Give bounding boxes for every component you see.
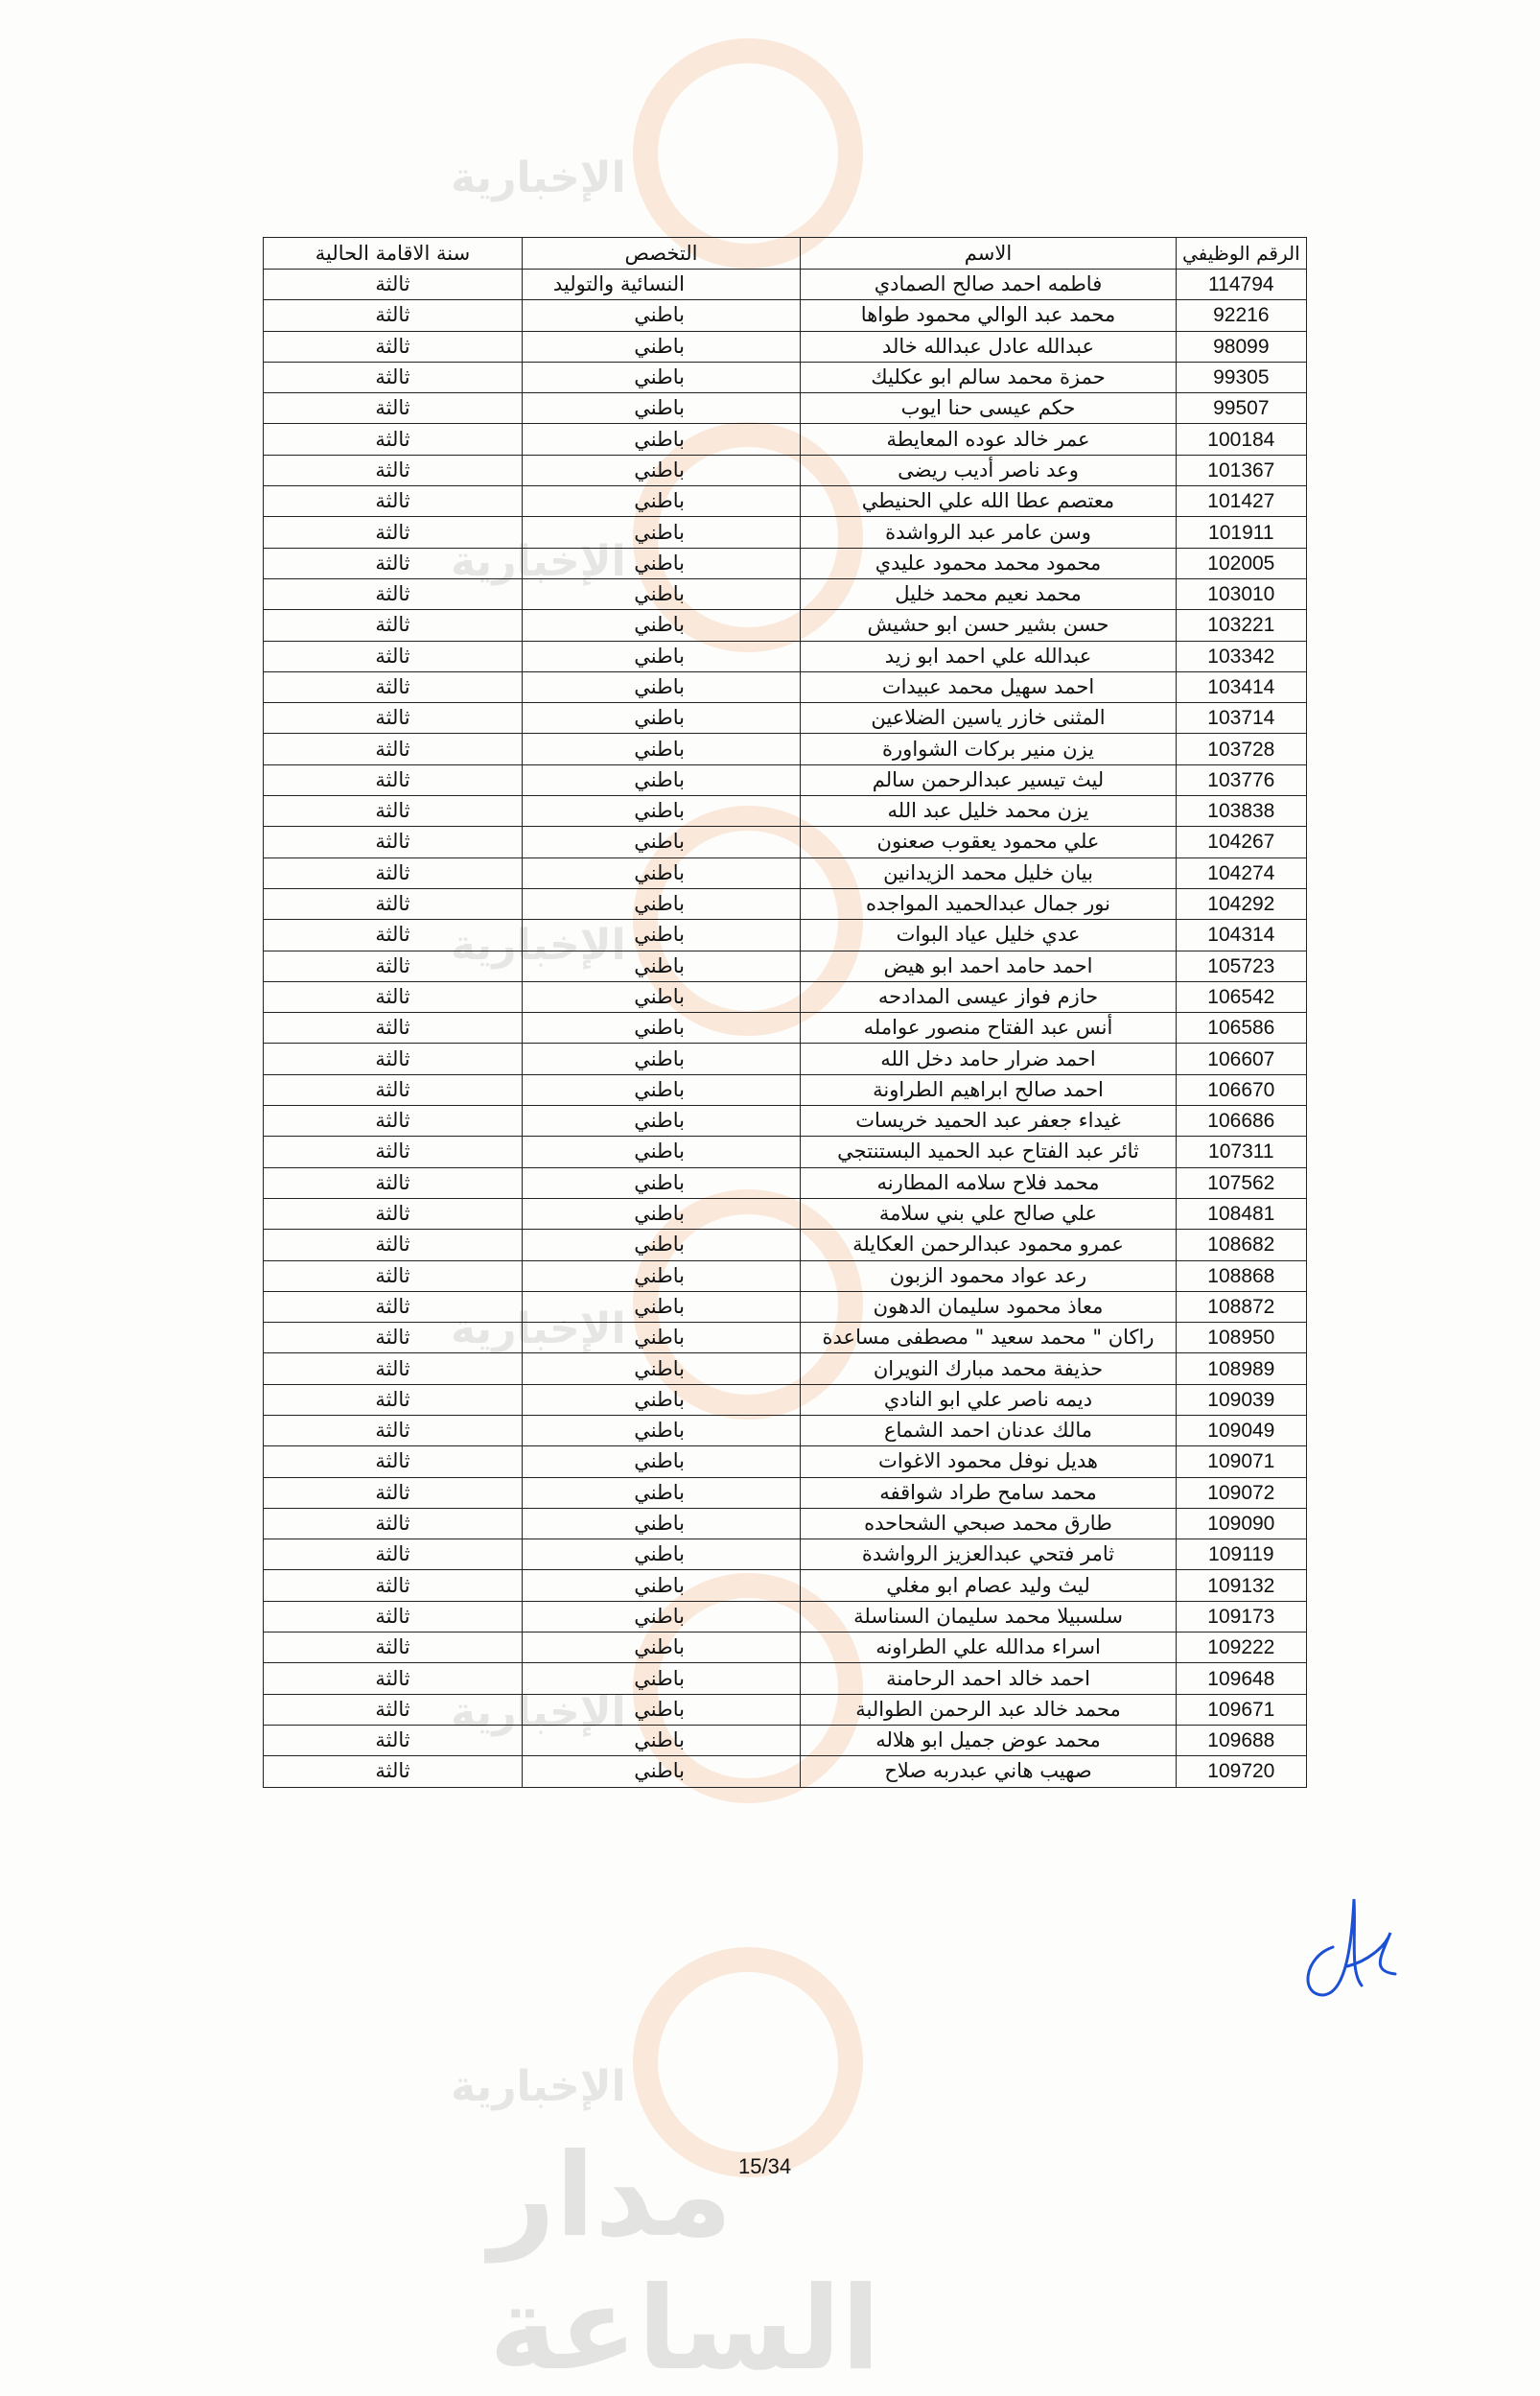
cell-specialty: باطني bbox=[523, 920, 801, 951]
cell-specialty: النسائية والتوليد bbox=[523, 270, 801, 300]
cell-name: احمد خالد احمد الرحامنة bbox=[801, 1663, 1177, 1694]
cell-specialty: باطني bbox=[523, 1013, 801, 1044]
cell-year: ثالثة bbox=[264, 1044, 523, 1074]
cell-id: 103838 bbox=[1177, 796, 1307, 827]
cell-year: ثالثة bbox=[264, 1477, 523, 1508]
cell-specialty: باطني bbox=[523, 1353, 801, 1384]
cell-year: ثالثة bbox=[264, 1508, 523, 1539]
cell-name: معتصم عطا الله علي الحنيطي bbox=[801, 486, 1177, 517]
header-specialty: التخصص bbox=[523, 238, 801, 270]
cell-name: حذيفة محمد مبارك النويران bbox=[801, 1353, 1177, 1384]
cell-year: ثالثة bbox=[264, 300, 523, 331]
cell-id: 106586 bbox=[1177, 1013, 1307, 1044]
page-number: 15/34 bbox=[738, 2154, 792, 2178]
cell-name: حكم عيسى حنا ايوب bbox=[801, 393, 1177, 424]
table-row bbox=[264, 1230, 1307, 1260]
cell-name: حازم فواز عيسى المدادحه bbox=[801, 981, 1177, 1012]
watermark-text: الإخبارية bbox=[451, 1688, 626, 1737]
cell-id: 101367 bbox=[1177, 455, 1307, 485]
cell-specialty: باطني bbox=[523, 486, 801, 517]
cell-specialty: باطني bbox=[523, 331, 801, 362]
cell-name: علي صالح علي بني سلامة bbox=[801, 1198, 1177, 1229]
table-row bbox=[264, 1415, 1307, 1445]
cell-specialty: باطني bbox=[523, 1601, 801, 1632]
table-row bbox=[264, 393, 1307, 424]
cell-name: حسن بشير حسن ابو حشيش bbox=[801, 610, 1177, 641]
table-row bbox=[264, 1044, 1307, 1074]
cell-id: 100184 bbox=[1177, 424, 1307, 455]
table-row bbox=[264, 1477, 1307, 1508]
cell-id: 103221 bbox=[1177, 610, 1307, 641]
watermark-text: الإخبارية bbox=[451, 1304, 626, 1353]
table-row bbox=[264, 331, 1307, 362]
cell-specialty: باطني bbox=[523, 548, 801, 578]
table-row bbox=[264, 920, 1307, 951]
cell-id: 103342 bbox=[1177, 641, 1307, 671]
cell-specialty: باطني bbox=[523, 1694, 801, 1725]
cell-specialty: باطني bbox=[523, 796, 801, 827]
cell-name: فاطمه احمد صالح الصمادي bbox=[801, 270, 1177, 300]
table-row bbox=[264, 486, 1307, 517]
cell-name: طارق محمد صبحي الشحاحده bbox=[801, 1508, 1177, 1539]
cell-year: ثالثة bbox=[264, 1260, 523, 1291]
cell-name: محمد خالد عبد الرحمن الطوالبة bbox=[801, 1694, 1177, 1725]
table-row bbox=[264, 857, 1307, 888]
cell-specialty: باطني bbox=[523, 827, 801, 857]
watermark-text: الإخبارية bbox=[451, 921, 626, 970]
table-row bbox=[264, 517, 1307, 548]
cell-specialty: باطني bbox=[523, 455, 801, 485]
cell-name: محمد نعيم محمد خليل bbox=[801, 578, 1177, 609]
cell-specialty: باطني bbox=[523, 1106, 801, 1137]
cell-specialty: باطني bbox=[523, 1633, 801, 1663]
cell-name: اسراء مدالله علي الطراونه bbox=[801, 1633, 1177, 1663]
cell-specialty: باطني bbox=[523, 641, 801, 671]
cell-name: علي محمود يعقوب صعنون bbox=[801, 827, 1177, 857]
cell-name: عمرو محمود عبدالرحمن العكايلة bbox=[801, 1230, 1177, 1260]
cell-specialty: باطني bbox=[523, 1756, 801, 1787]
cell-year: ثالثة bbox=[264, 1167, 523, 1198]
cell-year: ثالثة bbox=[264, 1291, 523, 1322]
cell-id: 108682 bbox=[1177, 1230, 1307, 1260]
table-row bbox=[264, 1384, 1307, 1415]
cell-specialty: باطني bbox=[523, 1291, 801, 1322]
cell-id: 109173 bbox=[1177, 1601, 1307, 1632]
table-row bbox=[264, 1694, 1307, 1725]
table-row bbox=[264, 455, 1307, 485]
cell-specialty: باطني bbox=[523, 1230, 801, 1260]
cell-year: ثالثة bbox=[264, 424, 523, 455]
cell-id: 107562 bbox=[1177, 1167, 1307, 1198]
cell-year: ثالثة bbox=[264, 671, 523, 702]
cell-id: 108868 bbox=[1177, 1260, 1307, 1291]
cell-year: ثالثة bbox=[264, 641, 523, 671]
cell-name: مالك عدنان احمد الشماع bbox=[801, 1415, 1177, 1445]
cell-specialty: باطني bbox=[523, 857, 801, 888]
header-id: الرقم الوظيفي bbox=[1177, 238, 1307, 270]
table-row bbox=[264, 1663, 1307, 1694]
table-row bbox=[264, 951, 1307, 981]
residents-table bbox=[263, 237, 1307, 1788]
cell-id: 109688 bbox=[1177, 1725, 1307, 1755]
signature-mark bbox=[1295, 1880, 1400, 2005]
cell-id: 109132 bbox=[1177, 1570, 1307, 1601]
table-row bbox=[264, 1353, 1307, 1384]
cell-name: وسن عامر عبد الرواشدة bbox=[801, 517, 1177, 548]
cell-name: محمد فلاح سلامه المطارنه bbox=[801, 1167, 1177, 1198]
cell-specialty: باطني bbox=[523, 764, 801, 795]
table-row bbox=[264, 424, 1307, 455]
cell-year: ثالثة bbox=[264, 1633, 523, 1663]
table-row bbox=[264, 1601, 1307, 1632]
cell-year: ثالثة bbox=[264, 1415, 523, 1445]
cell-specialty: باطني bbox=[523, 1446, 801, 1477]
table-row bbox=[264, 1198, 1307, 1229]
cell-name: غيداء جعفر عبد الحميد خريسات bbox=[801, 1106, 1177, 1137]
table-row bbox=[264, 270, 1307, 300]
cell-name: أنس عبد الفتاح منصور عوامله bbox=[801, 1013, 1177, 1044]
cell-id: 101911 bbox=[1177, 517, 1307, 548]
table-row bbox=[264, 1167, 1307, 1198]
cell-name: ليث وليد عصام ابو مغلي bbox=[801, 1570, 1177, 1601]
cell-name: حمزة محمد سالم ابو عكليك bbox=[801, 362, 1177, 392]
table-row bbox=[264, 1446, 1307, 1477]
watermark bbox=[451, 1947, 949, 2396]
cell-specialty: باطني bbox=[523, 1167, 801, 1198]
cell-name: محمود محمد محمود عليدي bbox=[801, 548, 1177, 578]
cell-specialty: باطني bbox=[523, 1137, 801, 1167]
cell-year: ثالثة bbox=[264, 1323, 523, 1353]
cell-year: ثالثة bbox=[264, 486, 523, 517]
cell-name: احمد حامد احمد ابو هيض bbox=[801, 951, 1177, 981]
cell-id: 114794 bbox=[1177, 270, 1307, 300]
watermark-clock-icon bbox=[633, 38, 863, 269]
table-row bbox=[264, 362, 1307, 392]
cell-specialty: باطني bbox=[523, 578, 801, 609]
cell-year: ثالثة bbox=[264, 1353, 523, 1384]
cell-year: ثالثة bbox=[264, 857, 523, 888]
cell-year: ثالثة bbox=[264, 734, 523, 764]
table-row bbox=[264, 1323, 1307, 1353]
cell-id: 92216 bbox=[1177, 300, 1307, 331]
cell-name: ثائر عبد الفتاح عبد الحميد البستنتجي bbox=[801, 1137, 1177, 1167]
cell-id: 109072 bbox=[1177, 1477, 1307, 1508]
table-row bbox=[264, 1570, 1307, 1601]
header-year: سنة الاقامة الحالية bbox=[264, 238, 523, 270]
cell-name: محمد سامح طراد شواقفه bbox=[801, 1477, 1177, 1508]
cell-specialty: باطني bbox=[523, 1570, 801, 1601]
cell-id: 109671 bbox=[1177, 1694, 1307, 1725]
cell-specialty: باطني bbox=[523, 888, 801, 919]
cell-specialty: باطني bbox=[523, 671, 801, 702]
cell-name: سلسبيلا محمد سليمان السناسلة bbox=[801, 1601, 1177, 1632]
cell-specialty: باطني bbox=[523, 1074, 801, 1105]
table-row bbox=[264, 1756, 1307, 1787]
cell-name: ثامر فتحي عبدالعزيز الرواشدة bbox=[801, 1539, 1177, 1570]
cell-id: 104274 bbox=[1177, 857, 1307, 888]
cell-specialty: باطني bbox=[523, 1663, 801, 1694]
cell-id: 106542 bbox=[1177, 981, 1307, 1012]
table-row bbox=[264, 796, 1307, 827]
cell-name: عبدالله علي احمد ابو زيد bbox=[801, 641, 1177, 671]
cell-specialty: باطني bbox=[523, 1477, 801, 1508]
cell-id: 101427 bbox=[1177, 486, 1307, 517]
cell-id: 109222 bbox=[1177, 1633, 1307, 1663]
cell-name: نور جمال عبدالحميد المواجده bbox=[801, 888, 1177, 919]
cell-year: ثالثة bbox=[264, 1230, 523, 1260]
cell-specialty: باطني bbox=[523, 610, 801, 641]
cell-specialty: باطني bbox=[523, 300, 801, 331]
cell-specialty: باطني bbox=[523, 393, 801, 424]
cell-year: ثالثة bbox=[264, 393, 523, 424]
cell-id: 103714 bbox=[1177, 703, 1307, 734]
cell-year: ثالثة bbox=[264, 920, 523, 951]
cell-year: ثالثة bbox=[264, 455, 523, 485]
cell-year: ثالثة bbox=[264, 764, 523, 795]
cell-year: ثالثة bbox=[264, 1756, 523, 1787]
cell-id: 109648 bbox=[1177, 1663, 1307, 1694]
cell-id: 109720 bbox=[1177, 1756, 1307, 1787]
cell-name: صهيب هاني عبدربه صلاح bbox=[801, 1756, 1177, 1787]
table-row bbox=[264, 1260, 1307, 1291]
cell-name: راكان " محمد سعيد " مصطفى مساعدة bbox=[801, 1323, 1177, 1353]
cell-id: 109039 bbox=[1177, 1384, 1307, 1415]
header-name: الاسم bbox=[801, 238, 1177, 270]
cell-specialty: باطني bbox=[523, 362, 801, 392]
cell-id: 104292 bbox=[1177, 888, 1307, 919]
cell-specialty: باطني bbox=[523, 703, 801, 734]
cell-year: ثالثة bbox=[264, 1074, 523, 1105]
cell-id: 103414 bbox=[1177, 671, 1307, 702]
cell-year: ثالثة bbox=[264, 888, 523, 919]
cell-year: ثالثة bbox=[264, 1539, 523, 1570]
table-row bbox=[264, 1074, 1307, 1105]
cell-specialty: باطني bbox=[523, 734, 801, 764]
cell-name: احمد سهيل محمد عبيدات bbox=[801, 671, 1177, 702]
cell-year: ثالثة bbox=[264, 610, 523, 641]
cell-name: محمد عوض جميل ابو هلاله bbox=[801, 1725, 1177, 1755]
cell-year: ثالثة bbox=[264, 270, 523, 300]
cell-year: ثالثة bbox=[264, 548, 523, 578]
cell-specialty: باطني bbox=[523, 1415, 801, 1445]
watermark-text: الإخبارية bbox=[451, 2062, 626, 2111]
cell-id: 103010 bbox=[1177, 578, 1307, 609]
cell-year: ثالثة bbox=[264, 1013, 523, 1044]
cell-name: احمد صالح ابراهيم الطراونة bbox=[801, 1074, 1177, 1105]
cell-specialty: باطني bbox=[523, 981, 801, 1012]
cell-specialty: باطني bbox=[523, 1384, 801, 1415]
cell-specialty: باطني bbox=[523, 1198, 801, 1229]
cell-id: 99305 bbox=[1177, 362, 1307, 392]
table-row bbox=[264, 703, 1307, 734]
cell-year: ثالثة bbox=[264, 703, 523, 734]
watermark-text: الإخبارية bbox=[451, 537, 626, 586]
cell-year: ثالثة bbox=[264, 1137, 523, 1167]
cell-name: هديل نوفل محمود الاغوات bbox=[801, 1446, 1177, 1477]
watermark-logo-text: مدار الساعة bbox=[489, 2129, 881, 2396]
table-row bbox=[264, 827, 1307, 857]
cell-id: 103728 bbox=[1177, 734, 1307, 764]
watermark-text: الإخبارية bbox=[451, 153, 626, 202]
table-row bbox=[264, 888, 1307, 919]
cell-id: 108872 bbox=[1177, 1291, 1307, 1322]
cell-name: بيان خليل محمد الزيدانين bbox=[801, 857, 1177, 888]
cell-year: ثالثة bbox=[264, 981, 523, 1012]
cell-id: 103776 bbox=[1177, 764, 1307, 795]
table-row bbox=[264, 548, 1307, 578]
cell-id: 104314 bbox=[1177, 920, 1307, 951]
cell-name: احمد ضرار حامد دخل الله bbox=[801, 1044, 1177, 1074]
cell-specialty: باطني bbox=[523, 1323, 801, 1353]
table-body bbox=[264, 270, 1307, 1788]
table-row bbox=[264, 641, 1307, 671]
cell-name: عبدالله عادل عبدالله خالد bbox=[801, 331, 1177, 362]
cell-specialty: باطني bbox=[523, 1508, 801, 1539]
watermark-clock-icon bbox=[633, 1947, 863, 2177]
cell-id: 108989 bbox=[1177, 1353, 1307, 1384]
cell-id: 109090 bbox=[1177, 1508, 1307, 1539]
cell-id: 105723 bbox=[1177, 951, 1307, 981]
table-row bbox=[264, 300, 1307, 331]
table-row bbox=[264, 981, 1307, 1012]
cell-year: ثالثة bbox=[264, 1570, 523, 1601]
cell-id: 108481 bbox=[1177, 1198, 1307, 1229]
cell-id: 106607 bbox=[1177, 1044, 1307, 1074]
table-row bbox=[264, 671, 1307, 702]
cell-name: عمر خالد عوده المعايطة bbox=[801, 424, 1177, 455]
cell-year: ثالثة bbox=[264, 1663, 523, 1694]
table-row bbox=[264, 1633, 1307, 1663]
cell-name: وعد ناصر أديب ريضى bbox=[801, 455, 1177, 485]
cell-specialty: باطني bbox=[523, 1260, 801, 1291]
table-row bbox=[264, 764, 1307, 795]
cell-id: 109119 bbox=[1177, 1539, 1307, 1570]
cell-name: يزن منير بركات الشواورة bbox=[801, 734, 1177, 764]
cell-specialty: باطني bbox=[523, 1725, 801, 1755]
cell-year: ثالثة bbox=[264, 1725, 523, 1755]
cell-specialty: باطني bbox=[523, 951, 801, 981]
cell-year: ثالثة bbox=[264, 1694, 523, 1725]
cell-year: ثالثة bbox=[264, 951, 523, 981]
cell-specialty: باطني bbox=[523, 1539, 801, 1570]
cell-id: 107311 bbox=[1177, 1137, 1307, 1167]
table-row bbox=[264, 1137, 1307, 1167]
table-row bbox=[264, 734, 1307, 764]
table-row bbox=[264, 1508, 1307, 1539]
cell-name: ليث تيسير عبدالرحمن سالم bbox=[801, 764, 1177, 795]
cell-year: ثالثة bbox=[264, 1198, 523, 1229]
cell-year: ثالثة bbox=[264, 362, 523, 392]
cell-year: ثالثة bbox=[264, 578, 523, 609]
cell-name: محمد عبد الوالي محمود طواها bbox=[801, 300, 1177, 331]
cell-name: ديمه ناصر علي ابو النادي bbox=[801, 1384, 1177, 1415]
cell-year: ثالثة bbox=[264, 1384, 523, 1415]
cell-name: معاذ محمود سليمان الدهون bbox=[801, 1291, 1177, 1322]
cell-name: رعد عواد محمود الزبون bbox=[801, 1260, 1177, 1291]
cell-year: ثالثة bbox=[264, 1446, 523, 1477]
table-header-row bbox=[264, 238, 1307, 270]
cell-id: 99507 bbox=[1177, 393, 1307, 424]
table-row bbox=[264, 1291, 1307, 1322]
cell-name: المثنى خازر ياسين الضلاعين bbox=[801, 703, 1177, 734]
table-row bbox=[264, 1725, 1307, 1755]
table-row bbox=[264, 1106, 1307, 1137]
cell-id: 102005 bbox=[1177, 548, 1307, 578]
cell-year: ثالثة bbox=[264, 1601, 523, 1632]
cell-specialty: باطني bbox=[523, 424, 801, 455]
cell-id: 106686 bbox=[1177, 1106, 1307, 1137]
cell-name: يزن محمد خليل عبد الله bbox=[801, 796, 1177, 827]
cell-specialty: باطني bbox=[523, 1044, 801, 1074]
table-row bbox=[264, 578, 1307, 609]
cell-name: عدي خليل عياد البوات bbox=[801, 920, 1177, 951]
table-row bbox=[264, 1013, 1307, 1044]
cell-year: ثالثة bbox=[264, 517, 523, 548]
table-row bbox=[264, 610, 1307, 641]
cell-year: ثالثة bbox=[264, 827, 523, 857]
cell-specialty: باطني bbox=[523, 517, 801, 548]
cell-id: 106670 bbox=[1177, 1074, 1307, 1105]
table-row bbox=[264, 1539, 1307, 1570]
cell-id: 109071 bbox=[1177, 1446, 1307, 1477]
cell-id: 108950 bbox=[1177, 1323, 1307, 1353]
cell-id: 98099 bbox=[1177, 331, 1307, 362]
cell-year: ثالثة bbox=[264, 331, 523, 362]
cell-year: ثالثة bbox=[264, 796, 523, 827]
cell-id: 109049 bbox=[1177, 1415, 1307, 1445]
cell-id: 104267 bbox=[1177, 827, 1307, 857]
cell-year: ثالثة bbox=[264, 1106, 523, 1137]
